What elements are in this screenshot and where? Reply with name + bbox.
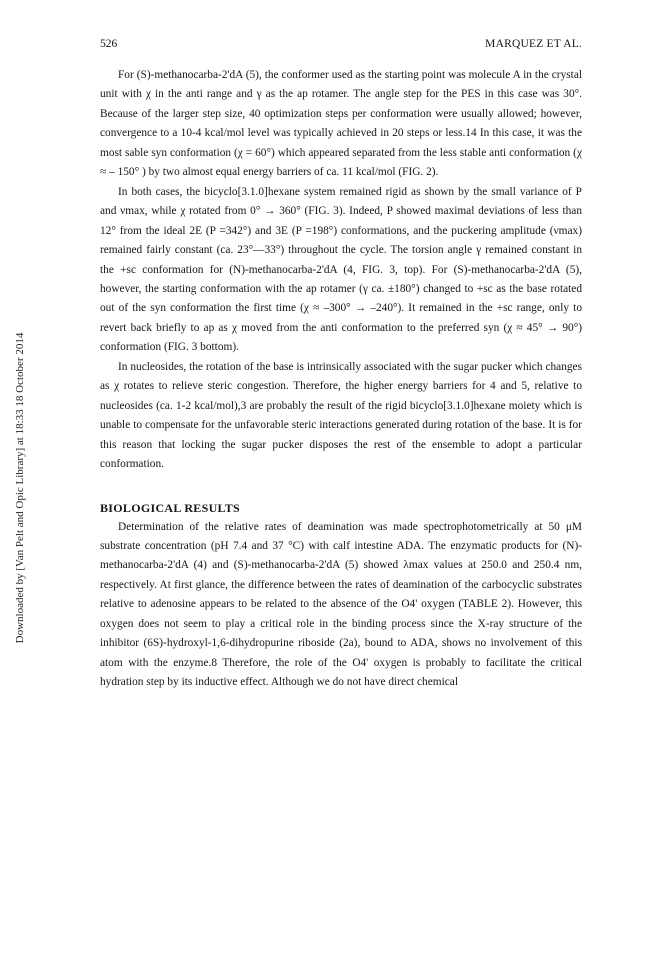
download-note: Downloaded by [Van Pelt and Opic Library] at 18:33 18 October 2014 [14, 332, 26, 644]
download-sidebar [0, 0, 40, 960]
page-header [100, 38, 582, 54]
article-body [100, 66, 582, 693]
section-heading: BIOLOGICAL RESULTS [100, 500, 241, 515]
paragraph-bicyclo-rigidity: In both cases, the bicyclo[3.1.0]hexane system remained rigid as shown by the small variance of P and νmax, while χ rotated from 0° → 360° (FIG. 3). Indeed, P showed maximal deviations of less than 12° from the ideal 2E (P =342°) and 3E (P =198°) conformations, and the puckering amplitude (νmax) remained fairly constant (ca. 23°—33°) throughout the cycle. The torsion angle γ remained constant in the +sc conformation for (N)-methanocarba-2'dA (4, FIG. 3, top). For (S)-methanocarba-2'dA (5), however, the starting conformation with the ap rotamer (γ ca. ±180°) changed to +sc as the base rotated out of the syn conformation the first time (χ ≈ –300° → –240°). It remained in the +sc range, only to revert back briefly to ap as χ moved from the anti conformation to the preferred syn (χ ≈ 45° → 90°) conformation (FIG. 3 bottom). [100, 185, 582, 354]
page-number: 526 [100, 38, 118, 50]
paragraph-nucleoside-rotation: In nucleosides, the rotation of the base is intrinsically associated with the sugar pucker which changes as χ rotates to relieve steric congestion. Therefore, the higher energy barriers for 4 and 5, relative to nucleosides (ca. 1-2 kcal/mol),3 are probably the result of the rigid bicyclo[3.1.0]hexane moiety which is unable to compensate for the unfavorable steric interactions generated during rotation of the base. It is for this reason that locking the sugar pucker disposes the rest of the ensemble to adopt a particular conformation. [100, 360, 582, 471]
running-head: MARQUEZ ET AL. [485, 38, 582, 50]
paragraph-methanocarba-s: For (S)-methanocarba-2'dA (5), the conformer used as the starting point was molecule A in the crystal unit with χ in the anti range and γ as the ap rotamer. The angle step for the PES in this case was 30°. Because of the larger step size, 40 optimization steps per conformation were usually allowed; however, convergence to a 10-4 kcal/mol level was typically achieved in 20 steps or less.14 In this case, it was the most sable syn conformation (χ = 60°) which appeared separated from the less stable anti conformation (χ ≈ – 150° ) by two almost equal energy barriers of ca. 11 kcal/mol (FIG. 2). [100, 69, 582, 179]
paragraph-biological-results: Determination of the relative rates of deamination was made spectrophotometrically at 50 μM substrate concentration (pH 7.4 and 37 °C) with calf intestine ADA. The enzymatic products for (N)-methanocarba-2'dA (4) and (S)-methanocarba-2'dA (5) showed λmax values at 250.0 and 250.4 nm, respectively. At first glance, the difference between the rates of deamination of the carbocyclic substrates relative to adenosine appears to be related to the absence of the O4' oxygen (TABLE 2). However, this oxygen does not seem to play a critical role in the binding process since the X-ray structure of the inhibitor (6S)-hydroxyl-1,6-dihydropurine riboside (2a), bound to ADA, shows no involvement of this atom with the enzyme.8 Therefore, the role of the O4' oxygen is probably to facilitate the critical hydration step by its inductive effect. Although we do not have direct chemical [100, 520, 582, 689]
